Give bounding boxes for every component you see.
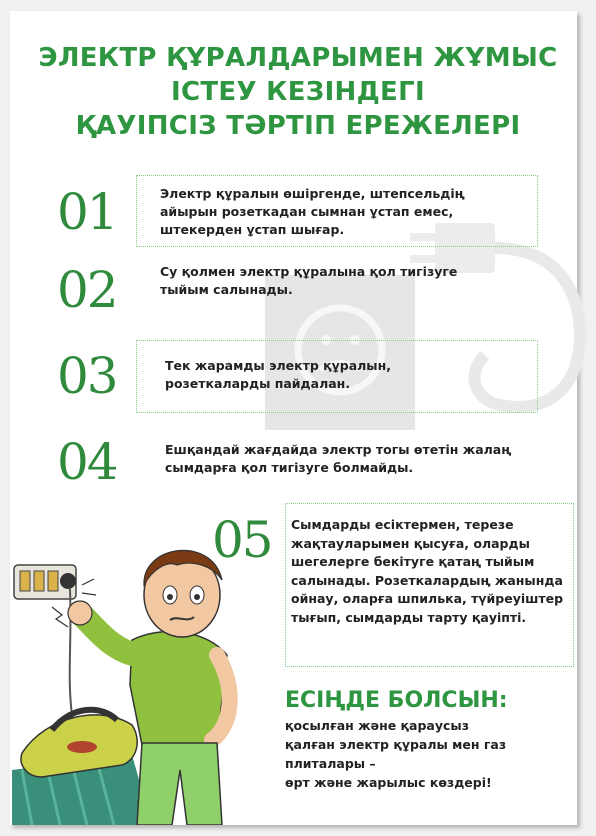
remember-line-1: қосылған және қараусыз [285, 718, 469, 733]
title-line-2: ІСТЕУ КЕЗІНДЕГІ [171, 77, 425, 107]
rule-number-02: 02 [57, 261, 117, 319]
title-line-3: ҚАУІПСІЗ ТӘРТІП ЕРЕЖЕЛЕРІ [75, 111, 521, 141]
rule-number-04: 04 [57, 433, 117, 491]
title-line-1: ЭЛЕКТР ҚҰРАЛДАРЫМЕН ЖҰМЫС [38, 43, 558, 73]
rule-text-03: Тек жарамды электр құралын, розеткаларды пайдалан. [165, 358, 391, 391]
rule-text-01: Электр құралын өшіргенде, штепсельдің айырын розеткадан сымнан ұстап емес, штекерден ұстап шығар. [160, 186, 465, 237]
boy-with-iron-illustration [12, 511, 282, 825]
rule-number-03: 03 [57, 347, 117, 405]
rule-number-01: 01 [57, 183, 117, 241]
remember-line-4: өрт және жарылыс көздері! [285, 775, 492, 790]
remember-line-3: плиталары – [285, 756, 376, 771]
poster-title [0, 41, 596, 143]
rule-number-05: 05 [212, 511, 272, 569]
remember-body [285, 716, 575, 792]
rule-text-05: Сымдарды есіктермен, терезе жақтауларымен қысуға, оларды шегелерге бекітуге қатаң тыйым салынады. Розеткалардың жанында ойнау, оларға шпилька, түйреуіштер тығып, сымдарды тарту қауіпті. [291, 517, 564, 625]
remember-title: ЕСІҢДЕ БОЛСЫН: [285, 688, 508, 713]
rule-text-04: Ешқандай жағдайда электр тогы өтетін жалаң сымдарға қол тигізуге болмайды. [165, 442, 512, 475]
remember-line-2: қалған электр құралы мен газ [285, 737, 507, 752]
rule-text-02: Су қолмен электр құралына қол тигізуге тыйым салынады. [160, 264, 458, 297]
